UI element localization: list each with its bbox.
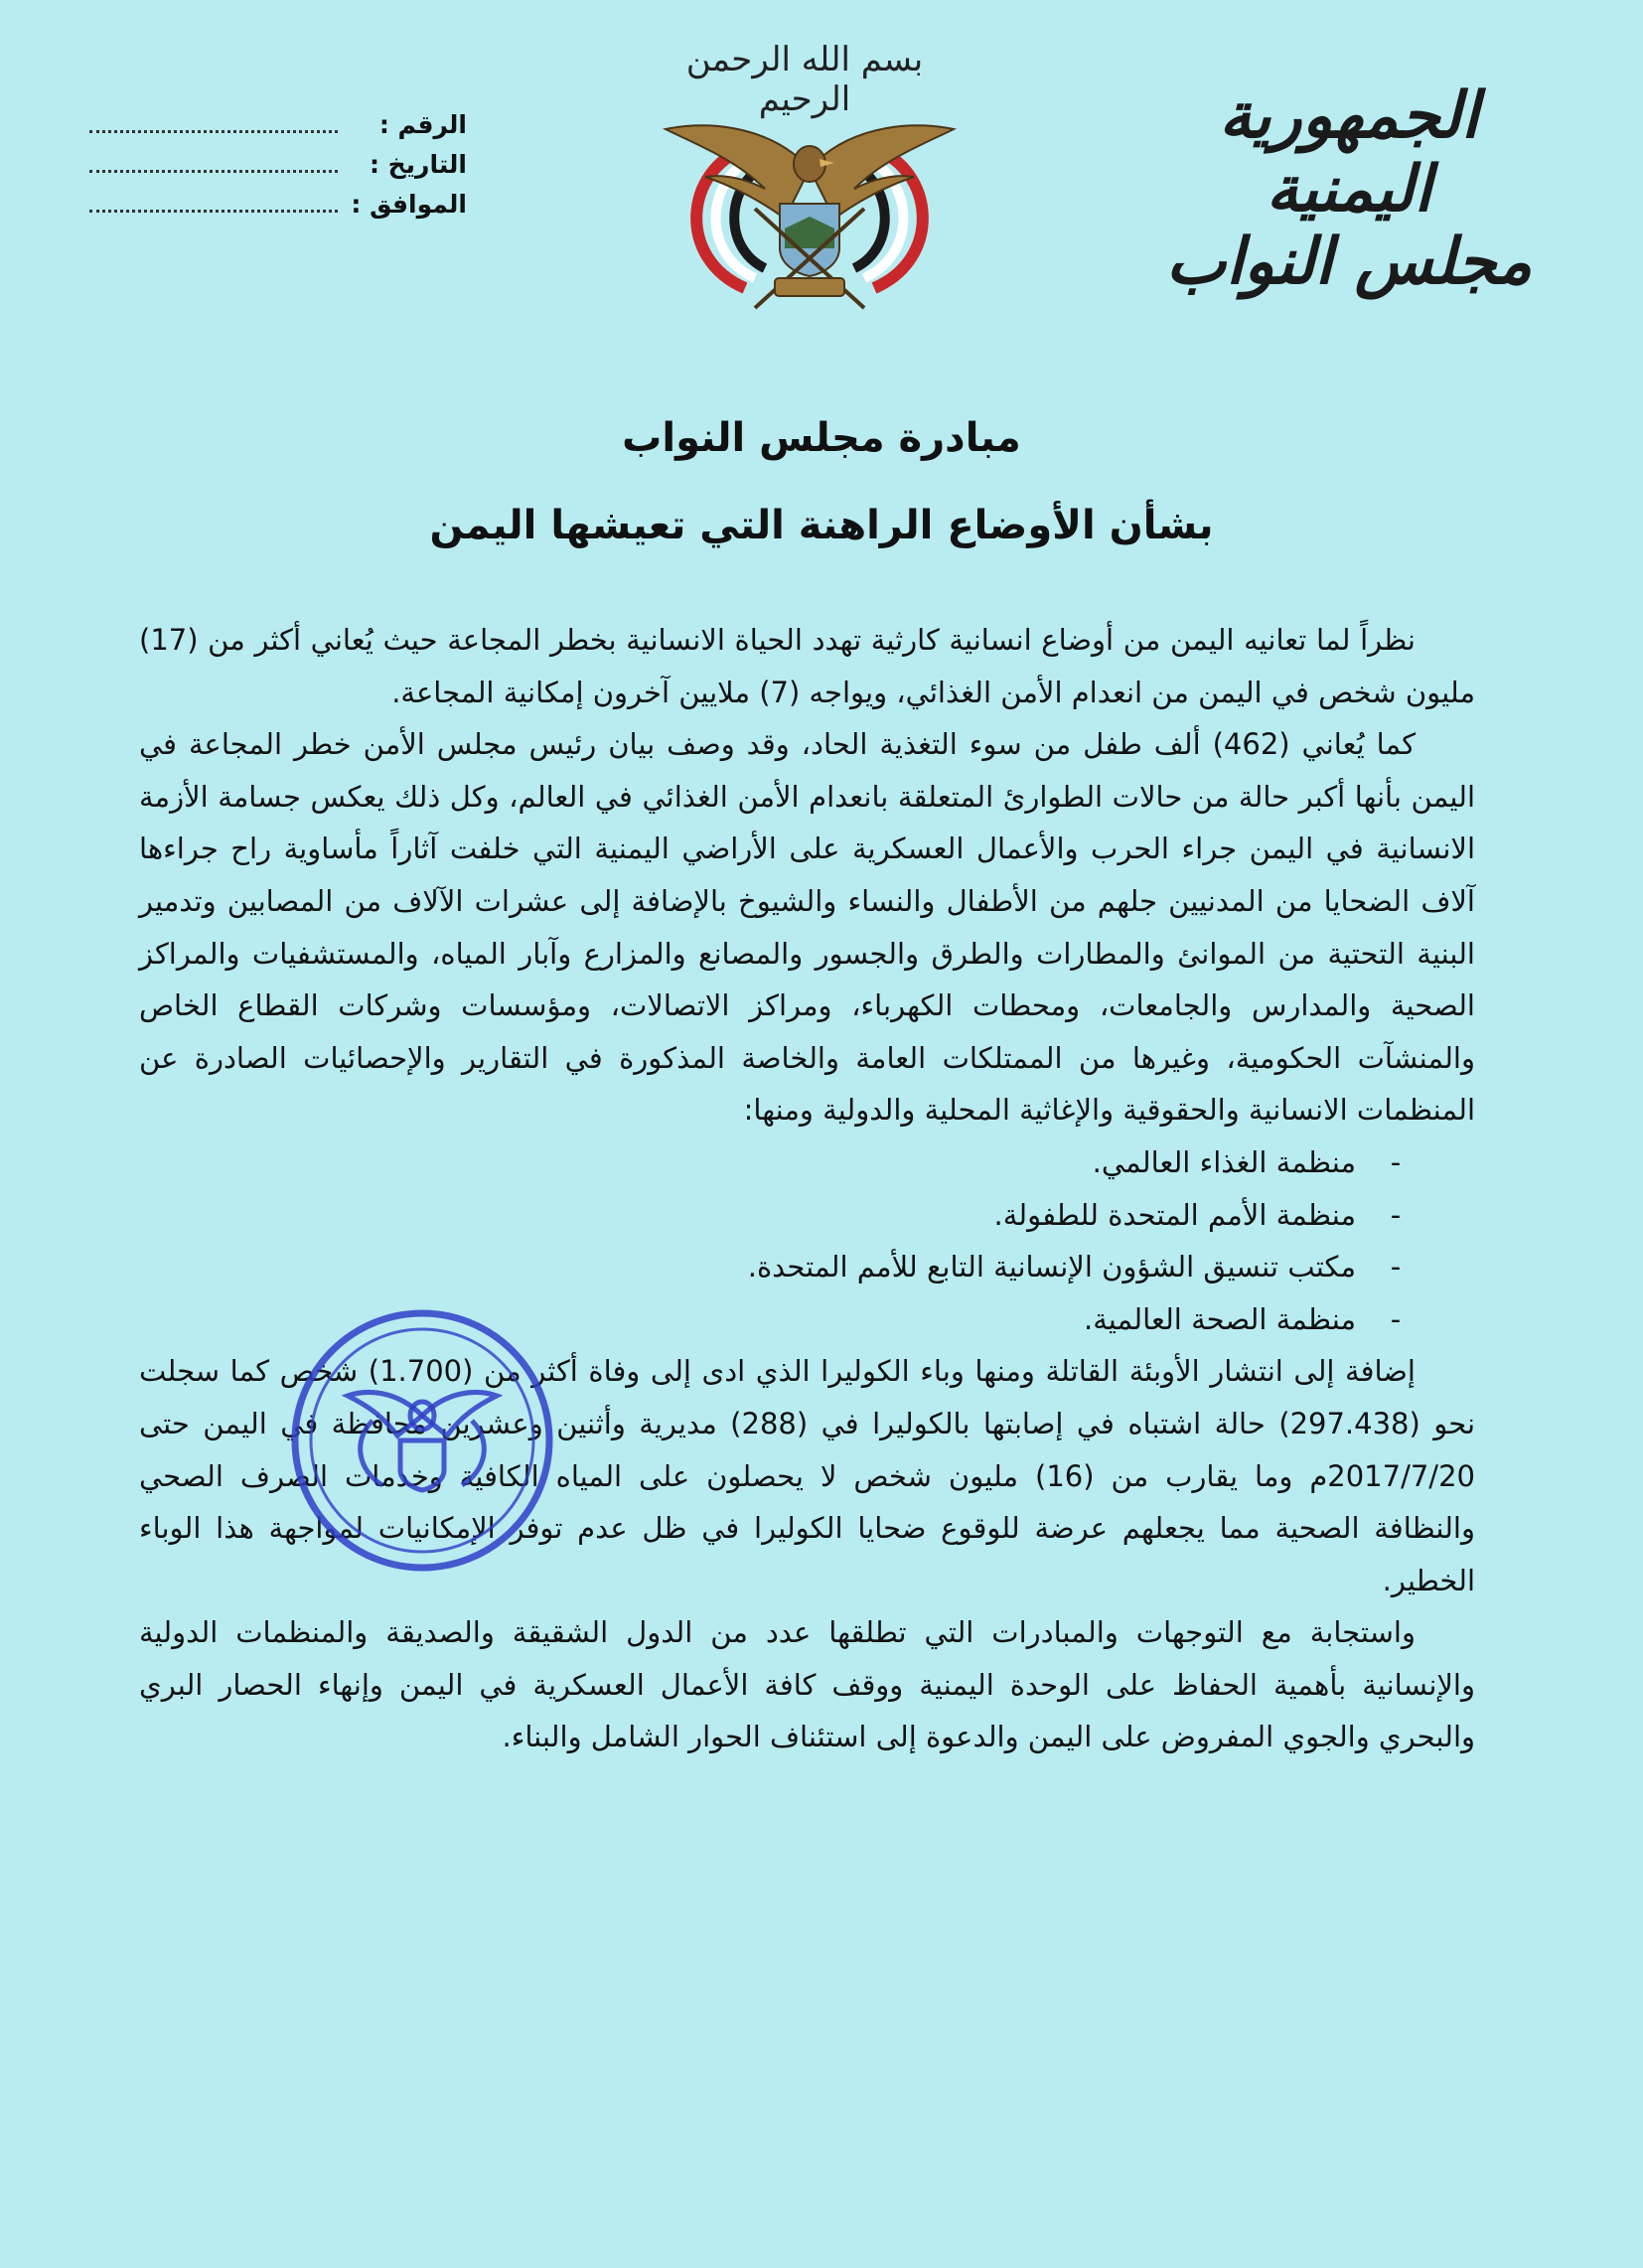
- yemen-emblem: [656, 109, 964, 318]
- country-name: الجمهورية اليمنية: [1219, 78, 1479, 227]
- ref-corresponding-row: [89, 179, 467, 219]
- ref-number-line: [89, 122, 338, 133]
- ref-corresponding-label: الموافق :: [351, 190, 467, 219]
- list-item-text: مكتب تنسيق الشؤون الإنسانية التابع للأمم المتحدة.: [747, 1250, 1356, 1285]
- list-item: [139, 1136, 1416, 1189]
- paragraph-malnutrition: كما يُعاني (462) ألف طفل من سوء التغذية الحاد، وقد وصف بيان رئيس مجلس الأمن خطر المجاعة في اليمن بأنها أكبر حالة من حالات الطوارئ المتعلقة بانعدام الأمن الغذائي في العالم، وكل ذلك يعكس جسامة الأزمة الانسانية في اليمن جراء الحرب والأعمال العسكرية على الأراضي اليمنية التي خلفت آثاراً مأساوية راح جراءها آلاف الضحايا من المدنيين جلهم من الأطفال والنساء والشيوخ بالإضافة إلى عشرات الآلاف من المصابين وتدمير البنية التحتية من الموانئ والمطارات والطرق والجسور والمصانع والمزارع وآبار المياه، والمستشفيات والمراكز الصحية والمدارس والجامعات، ومحطات الكهرباء، ومراكز الاتصالات، ومؤسسات وشركات القطاع الخاص والمنشآت الحكومية، وغيرها من الممتلكات العامة والخاصة المذكورة في التقارير والإحصائيات الصادرة عن المنظمات الانسانية والحقوقية والإغاثية المحلية والدولية ومنها:: [139, 727, 1475, 1128]
- paragraph-response: واستجابة مع التوجهات والمبادرات التي تطلقها عدد من الدول الشقيقة والصديقة والمنظمات الدولية والإنسانية بأهمية الحفاظ على الوحدة اليمنية ووقف كافة الأعمال العسكرية في اليمن وإنهاء الحصار البري والبحري والجوي المفروض على اليمن والدعوة إلى استئناف الحوار الشامل والبناء.: [139, 1615, 1475, 1754]
- list-item-text: منظمة الأمم المتحدة للطفولة.: [993, 1197, 1356, 1232]
- list-dash: -: [1390, 1144, 1402, 1179]
- list-item: [139, 1189, 1416, 1242]
- ref-number-row: [89, 99, 467, 139]
- paragraph-cholera: إضافة إلى انتشار الأوبئة القاتلة ومنها وباء الكوليرا الذي ادى إلى وفاة أكثر من (1.700) شخص كما سجلت نحو (297.438) حالة اشتباه في إصابتها بالكوليرا في (288) مديرية وأثنين وعشرين محافظة في اليمن حتى 2017/7/20م وما يقارب من (16) مليون شخص لا يحصلون على المياه الكافية وخدمات الصرف الصحي والنظافة الصحية مما يجعلهم عرضة للوقوع ضحايا الكوليرا في ظل عدم توفر الإمكانيات لمواجهة هذا الوباء الخطير.: [139, 1354, 1476, 1597]
- document-title: مبادرة مجلس النواب: [622, 415, 1021, 461]
- list-dash: -: [1390, 1197, 1402, 1232]
- ref-corresponding-line: [89, 202, 338, 213]
- list-item: [139, 1241, 1416, 1293]
- reference-fields: [89, 99, 467, 219]
- ref-date-row: [89, 139, 467, 179]
- paragraph-famine: نظراً لما تعانيه اليمن من أوضاع انسانية كارثية تهدد الحياة الانسانية بخطر المجاعة حيث يُعاني أكثر من (17) مليون شخص في اليمن من انعدام الأمن الغذائي، ويواجه (7) ملايين آخرون إمكانية المجاعة.: [139, 623, 1475, 709]
- official-stamp: [283, 1301, 561, 1580]
- document-body: [139, 614, 1475, 1763]
- ref-number-label: الرقم :: [378, 110, 467, 139]
- document-subtitle: بشأن الأوضاع الراهنة التي تعيشها اليمن: [429, 503, 1214, 548]
- list-dash: -: [1390, 1250, 1402, 1285]
- list-dash: -: [1390, 1301, 1402, 1336]
- organization-name: [1140, 79, 1558, 299]
- list-item-text: منظمة الصحة العالمية.: [1084, 1301, 1356, 1336]
- council-name: مجلس النواب: [1165, 225, 1533, 300]
- ref-date-line: [89, 162, 338, 173]
- list-item-text: منظمة الغذاء العالمي.: [1092, 1144, 1356, 1179]
- bismillah-calligraphy: بسم الله الرحمن الرحيم: [685, 40, 924, 119]
- ref-date-label: التاريخ :: [369, 150, 467, 179]
